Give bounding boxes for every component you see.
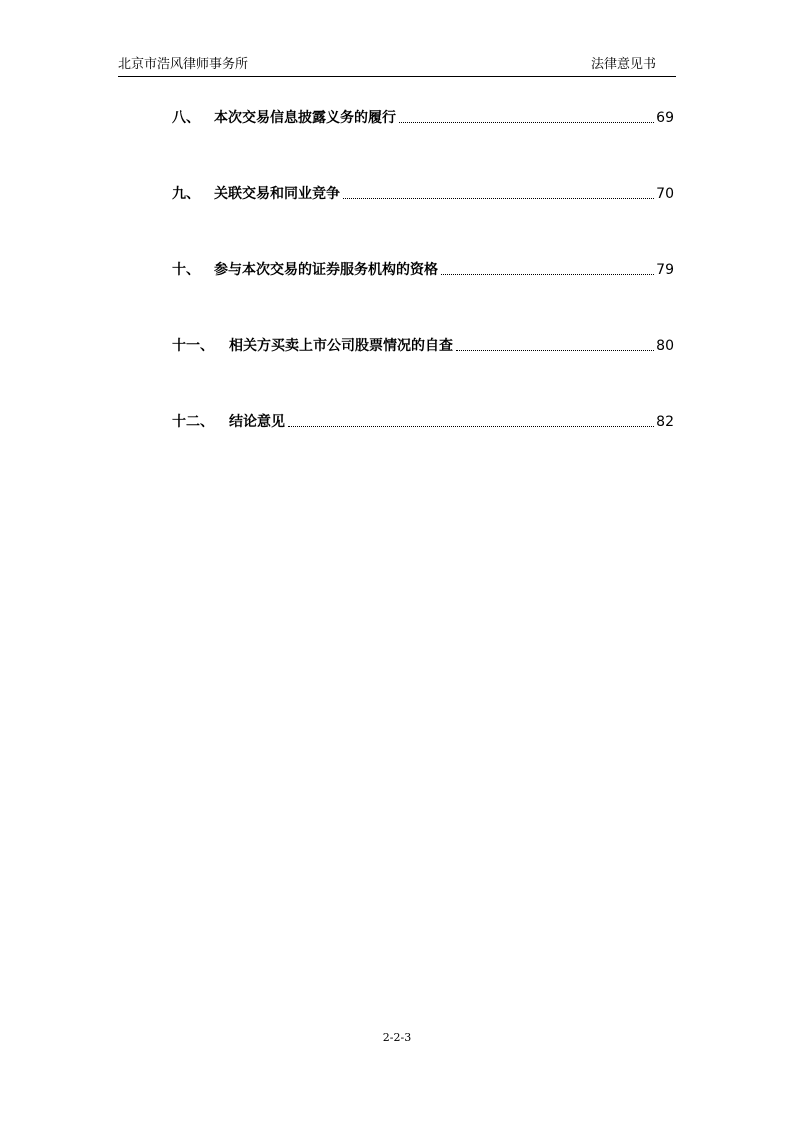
- dot-leader: [288, 425, 654, 427]
- toc-entry-page: 69: [656, 110, 674, 126]
- toc-entry-number: 九、: [172, 186, 200, 202]
- dot-leader: [456, 349, 654, 351]
- page-footer: [0, 1031, 794, 1044]
- dot-leader: [441, 273, 654, 275]
- toc-entry-number: 八、: [172, 110, 200, 126]
- toc-entry[interactable]: [172, 334, 674, 356]
- toc-entry-number: 十二、: [172, 414, 214, 430]
- table-of-contents: [172, 106, 674, 486]
- page-header: [118, 56, 676, 77]
- dot-leader: [399, 121, 654, 123]
- toc-entry-page: 79: [656, 262, 674, 278]
- toc-entry[interactable]: [172, 106, 674, 128]
- page-number: 2-2-3: [382, 1031, 412, 1044]
- firm-name: 北京市浩风律师事务所: [118, 57, 249, 72]
- toc-entry[interactable]: [172, 410, 674, 432]
- toc-entry-title: 本次交易信息披露义务的履行: [214, 110, 396, 126]
- toc-entry-title: 参与本次交易的证券服务机构的资格: [214, 262, 438, 278]
- toc-entry-page: 80: [656, 338, 674, 354]
- toc-entry-page: 82: [656, 414, 674, 430]
- toc-entry[interactable]: [172, 258, 674, 280]
- toc-entry-title: 结论意见: [229, 414, 285, 430]
- document-type: 法律意见书: [590, 57, 656, 72]
- toc-entry-page: 70: [656, 186, 674, 202]
- toc-entry-title: 关联交易和同业竞争: [214, 186, 340, 202]
- toc-entry-number: 十一、: [172, 338, 214, 354]
- toc-entry-title: 相关方买卖上市公司股票情况的自查: [229, 338, 453, 354]
- dot-leader: [343, 197, 654, 199]
- toc-entry-number: 十、: [172, 262, 200, 278]
- toc-entry[interactable]: [172, 182, 674, 204]
